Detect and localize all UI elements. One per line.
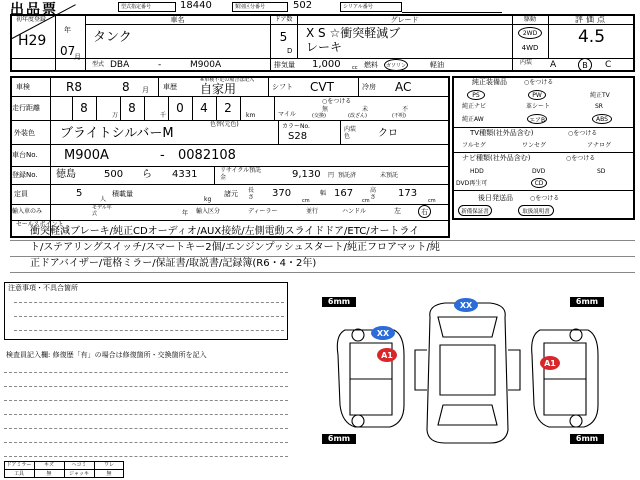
type-prefix: DBA [110, 60, 130, 70]
drive-4wd-option: 4WD [521, 44, 539, 52]
import-dealer: ディーラー [248, 208, 278, 215]
fuel-circle-icon: ガソリン [384, 59, 408, 71]
mileage-label: 走行距離 [12, 104, 40, 112]
mark-xx-top [454, 298, 478, 312]
navi-title: ナビ種類(社外品含む) [462, 154, 531, 162]
mileage-digit-5: 2 [224, 101, 232, 115]
mileage-opt3-note: (不明) [392, 113, 406, 119]
frame-value: 0082108 [178, 148, 236, 163]
model-code: 18440 [180, 0, 212, 11]
drive-label: 駆動 [523, 16, 536, 23]
option-airbag: エアB [527, 114, 547, 124]
exterior-value: ブライトシルバーM [60, 126, 174, 141]
dims-width: 167 [334, 188, 354, 199]
import-parallel: 並行 [306, 208, 319, 215]
sales-point-line-3: 正ドアバイザー/電格ミラー/保証書/取説書/記録簿(R6・4・2年) [30, 258, 317, 269]
import-handle-left: 左 [394, 207, 401, 215]
capacity-unit: 人 [100, 196, 107, 203]
legend-v1: 工具 [13, 471, 24, 477]
dims-height-unit: cm [428, 198, 436, 204]
exterior-label: 外装色 [14, 129, 35, 137]
option-navi: 純正ナビ [462, 103, 487, 110]
corner-label-bl: 6mm [322, 434, 356, 444]
import-handle-right: 右 [418, 205, 431, 218]
type-value: M900A [190, 60, 222, 70]
doors-value: 5 [279, 30, 288, 44]
capacity-value: 5 [76, 188, 83, 199]
mileage-note: ○をつける [322, 98, 352, 105]
first-reg-month-suffix: 月 [74, 53, 81, 61]
interior-grade-a: A [550, 60, 557, 70]
plate-label: 登録No. [12, 171, 38, 179]
displacement-unit: cc [352, 65, 358, 71]
sales-point-label: セールスポイント [16, 221, 64, 228]
sales-point-line-2: ト/ステアリングスイッチ/スマートキー2個/エンジンプッシュスタート/純正フロアマット/純 [30, 242, 440, 253]
drive-2wd-option: 2WD [518, 27, 542, 39]
recycle-value: 9,130 [292, 169, 321, 180]
shift-label: シフト [272, 83, 293, 91]
navi-dvd: DVD [532, 168, 546, 175]
dims-width-unit: cm [362, 198, 370, 204]
mileage-sen: 千 [160, 112, 167, 119]
option-sr: SR [595, 103, 603, 110]
tv-title: TV種類(社外品含む) [470, 129, 534, 137]
dims-label: 諸元 [224, 190, 238, 198]
notes-label: 注意事項・不具合箇所 [8, 284, 78, 292]
usage-value: 自家用 [200, 82, 237, 96]
doors-label: ドア数 [274, 16, 293, 23]
import-category-label: 輸入区分 [196, 208, 221, 215]
svg-text:XX: XX [376, 329, 390, 338]
svg-text:XX: XX [459, 301, 473, 310]
interior-color-label: 内装色 [344, 126, 357, 140]
type-dash: - [158, 60, 162, 70]
car-name-label: 車名 [170, 16, 185, 24]
usage-label: 車歴 [163, 83, 177, 91]
dims-height: 173 [398, 188, 418, 199]
legend-h3: ヘコミ [71, 462, 87, 468]
legend-h2: キズ [44, 462, 54, 468]
doors-suffix: D [287, 47, 293, 55]
plate-class: 500 [104, 169, 124, 180]
model-code-label: 型式指定番号 [121, 4, 152, 10]
mileage-opt2: 未 [362, 106, 369, 113]
tv-oneseg: ワンセグ [522, 142, 547, 149]
color-no-label: カラーNo. [282, 123, 310, 130]
mileage-unit: km [246, 112, 256, 119]
navi-note: ○をつける [566, 155, 596, 162]
sales-point-line-1: 衝突軽減ブレーキ/純正CDオーディオ/AUX接続/左側電動スライドドア/ETC/オートライ [30, 226, 420, 237]
mark-a1-left [377, 348, 397, 362]
plate-kana: ら [142, 169, 152, 180]
legend-v2: 無 [46, 471, 52, 477]
corner-label-tr: 6mm [570, 297, 604, 307]
mileage-digit-1: 8 [80, 101, 88, 115]
serial-label: シリアル番号 [343, 4, 373, 10]
recycle-status-opt2: 未預託 [380, 172, 399, 179]
navi-hdd: HDD [470, 168, 484, 175]
frame-dash: - [160, 148, 165, 163]
inspection-month-suffix: 月 [142, 86, 149, 94]
mileage-digit-3: 0 [176, 101, 184, 115]
recycle-label: リサイクル預託金 [220, 167, 262, 181]
first-reg-month: 07 [60, 44, 76, 58]
aftermarket-manual: 取扱説明書 [518, 205, 554, 216]
frame-prefix: M900A [64, 148, 109, 163]
option-aw: 純正AW [462, 116, 484, 123]
tv-note: ○をつける [568, 130, 598, 137]
displacement-label: 排気量 [274, 61, 295, 69]
option-abs: ABS [592, 114, 612, 124]
interior-grade-b: B [578, 58, 592, 72]
svg-text:A1: A1 [381, 351, 393, 360]
inspection-era: R8 [66, 80, 82, 94]
load-unit: kg [204, 196, 212, 203]
exterior-color-label: 色替(元色) [210, 121, 239, 128]
import-model-year-suffix: 年 [182, 210, 189, 217]
type-label: 型式 [92, 61, 105, 68]
options-note: ○をつける [524, 79, 554, 86]
tv-fullseg: フルセグ [462, 142, 486, 149]
plate-area: 徳島 [56, 169, 76, 180]
aftermarket-note: ○をつける [530, 195, 560, 202]
shift-value: CVT [310, 80, 334, 94]
interior-grade-c: C [605, 60, 612, 70]
frame-label: 車台No. [12, 151, 38, 159]
recycle-unit: 円 [328, 172, 335, 179]
mileage-mile-label: マイル [278, 111, 296, 118]
corner-label-br: 6mm [570, 434, 604, 444]
mileage-digit-2: 8 [128, 101, 136, 115]
dims-length: 370 [272, 188, 292, 199]
option-leather: 革シート [526, 103, 551, 110]
page-title: 出品票 [10, 2, 58, 18]
aftermarket-warranty: 新備保証書 [458, 205, 492, 216]
import-model-year-label: モデル年式 [92, 205, 112, 217]
legend-v4: 無 [106, 471, 112, 477]
aircon-value: AC [395, 80, 412, 94]
mileage-opt2-note: (改ざん) [348, 113, 367, 119]
corner-label-tl: 6mm [322, 297, 356, 307]
mileage-man: 万 [112, 112, 119, 119]
navi-sd: SD [597, 168, 606, 175]
load-label: 積載量 [112, 190, 133, 198]
mileage-opt1-note: (交換) [312, 113, 326, 119]
recycle-status-opt1: 預託済 [338, 172, 357, 179]
import-handle-label: ハンドル [342, 208, 367, 215]
first-reg-era-year: H29 [18, 33, 47, 49]
first-reg-year-suffix: 年 [64, 26, 71, 34]
legend-h1: ドアミラー [6, 462, 32, 468]
options-title: 純正装備品 [472, 78, 507, 86]
grade-line1: X S ☆衝突軽減ブ [306, 26, 401, 40]
dims-length-label: 長さ [248, 187, 255, 201]
score-label: 評価点 [575, 15, 608, 24]
option-ps: PS [467, 90, 485, 100]
grade-line2: レーキ [306, 40, 343, 54]
inspection-label: 車検 [16, 83, 30, 91]
dims-height-label: 高さ [370, 187, 377, 201]
color-no: S28 [288, 131, 308, 142]
mileage-opt1: 無 [322, 106, 329, 113]
mileage-digit-4: 4 [200, 101, 208, 115]
exhaust-label: 軽油 [430, 61, 444, 69]
aftermarket-title: 後日発送品 [478, 194, 513, 202]
displacement-value: 1,000 [312, 59, 341, 70]
tv-analog: アナログ [587, 142, 612, 149]
import-label: 輸入車のみ [12, 208, 43, 215]
usage-sub: ※車検不足の場合は記入 [200, 77, 255, 83]
navi-player: DVD再生可 [456, 180, 488, 187]
navi-cd: CD [531, 178, 547, 188]
plate-number: 4331 [172, 169, 198, 180]
interior-color: クロ [378, 128, 398, 139]
mark-xx-left [371, 326, 395, 340]
option-pw: PW [528, 90, 546, 100]
grade-label: グレード [390, 16, 419, 24]
first-reg-label: 初年度登録 [16, 16, 47, 23]
mileage-opt3: 不 [402, 106, 409, 113]
interior-label: 内装 [520, 59, 533, 66]
legend-h4: ワレ [103, 462, 114, 468]
dims-length-unit: cm [302, 198, 310, 204]
class-code-label: 類別区分番号 [235, 4, 266, 10]
mark-a1-right [540, 356, 560, 370]
legend-v3: ジャッキ [69, 471, 89, 477]
capacity-label: 定員 [14, 190, 28, 198]
aircon-label: 冷房 [362, 83, 376, 91]
option-tv: 純正TV [590, 92, 610, 99]
dims-width-label: 幅 [320, 190, 327, 197]
fuel-label: 燃料 [364, 61, 378, 69]
svg-text:A1: A1 [544, 359, 556, 368]
inspection-month: 8 [122, 80, 130, 94]
car-name: タンク [93, 30, 132, 45]
inspector-label: 検査員記入欄: 修復歴「有」の場合は修復箇所・交換箇所を記入 [6, 351, 207, 359]
car-diagram [300, 295, 635, 447]
class-code: 502 [293, 0, 313, 11]
score-value: 4.5 [577, 27, 606, 47]
